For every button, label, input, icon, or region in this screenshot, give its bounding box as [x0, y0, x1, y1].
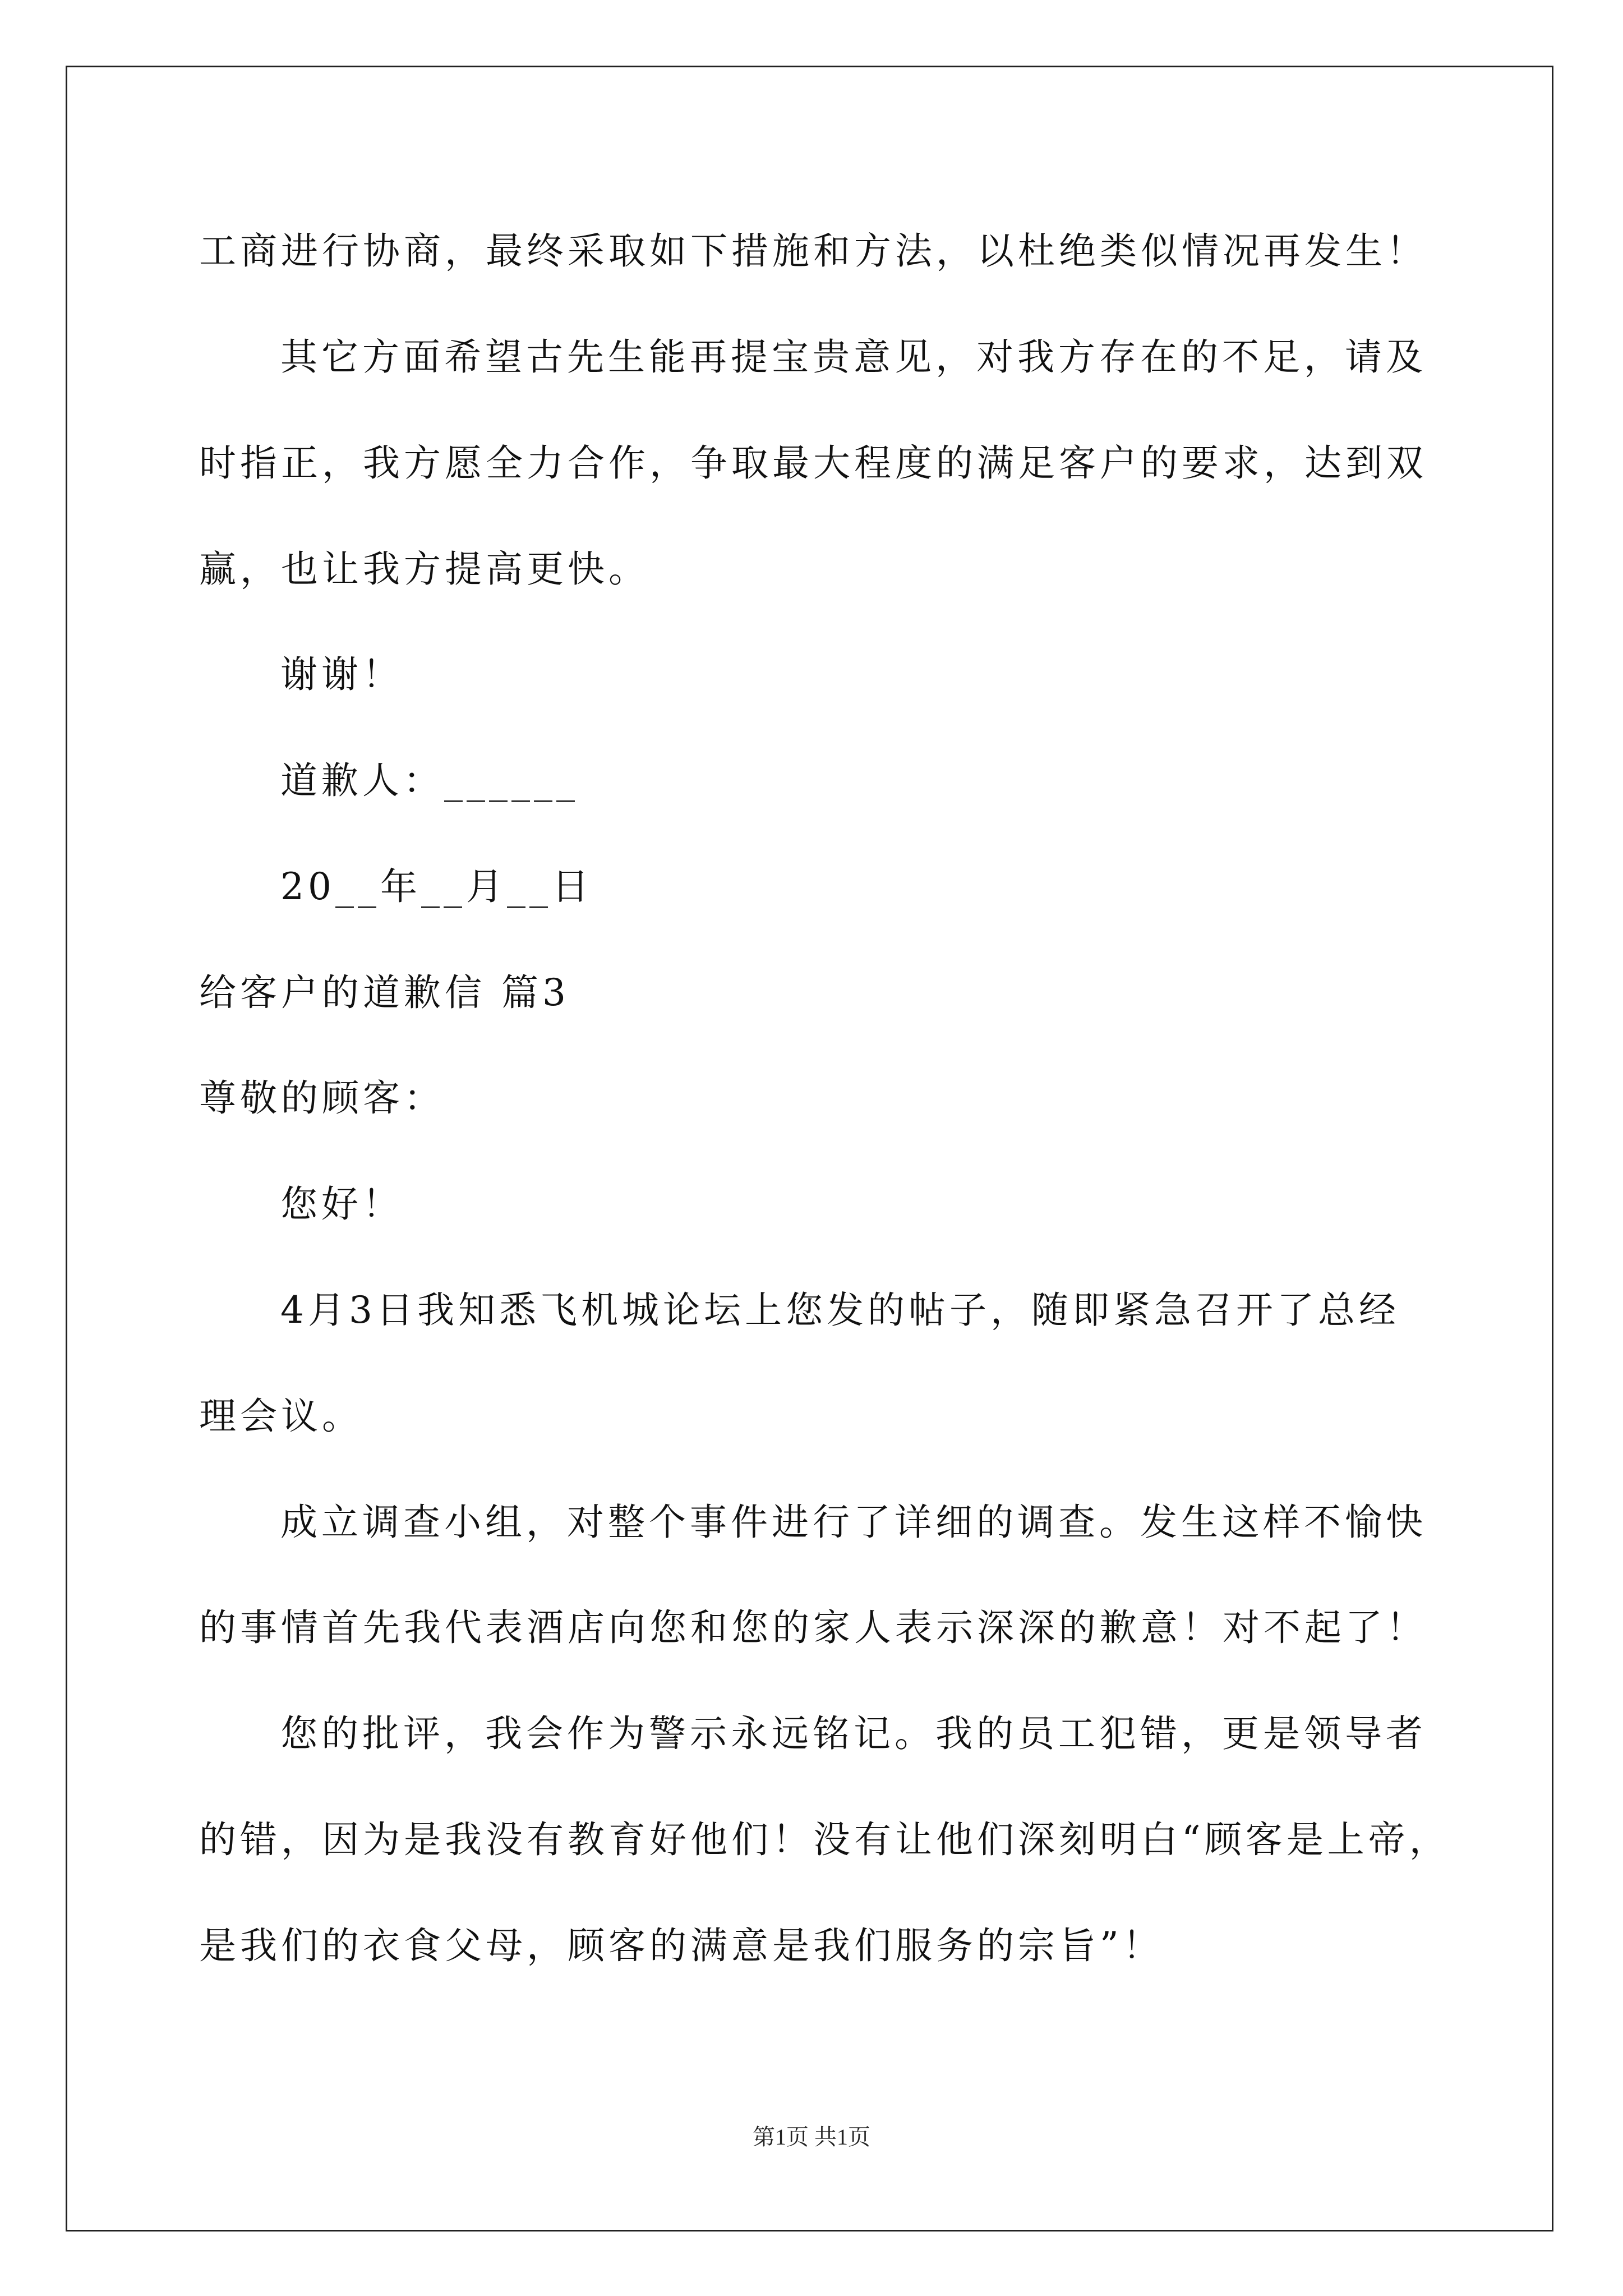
paragraph-line-12: 理会议。: [199, 1395, 363, 1438]
paragraph-line-11: 4月3日我知悉飞机城论坛上您发的帖子，随即紧急召开了总经: [280, 1289, 1400, 1332]
section-heading: 给客户的道歉信 篇3: [199, 971, 570, 1014]
paragraph-line-15: 您的批评，我会作为警示永远铭记。我的员工犯错，更是领导者: [280, 1712, 1427, 1755]
paragraph-line-16: 的错，因为是我没有教育好他们！没有让他们深刻明白“顾客是上帝，: [199, 1818, 1450, 1861]
paragraph-line-4: 赢，也让我方提高更快。: [199, 547, 649, 591]
closing-thanks: 谢谢！: [280, 653, 403, 696]
paragraph-line-13: 成立调查小组，对整个事件进行了详细的调查。发生这样不愉快: [280, 1501, 1427, 1544]
greeting: 您好！: [280, 1182, 403, 1226]
page-footer: 第1页 共1页: [753, 2124, 870, 2150]
signature-line: 道歉人：______: [280, 759, 579, 802]
paragraph-line-17: 是我们的衣食父母，顾客的满意是我们服务的宗旨”！: [199, 1924, 1164, 1967]
paragraph-line-1: 工商进行协商，最终采取如下措施和方法，以杜绝类似情况再发生！: [199, 229, 1427, 273]
date-line: 20__年__月__日: [280, 865, 593, 908]
paragraph-line-2: 其它方面希望古先生能再提宝贵意见，对我方存在的不足，请及: [280, 335, 1427, 379]
page-border: [66, 66, 1553, 2231]
salutation: 尊敬的顾客：: [199, 1076, 445, 1120]
paragraph-line-14: 的事情首先我代表酒店向您和您的家人表示深深的歉意！对不起了！: [199, 1606, 1427, 1649]
paragraph-line-3: 时指正，我方愿全力合作，争取最大程度的满足客户的要求，达到双: [199, 441, 1427, 485]
